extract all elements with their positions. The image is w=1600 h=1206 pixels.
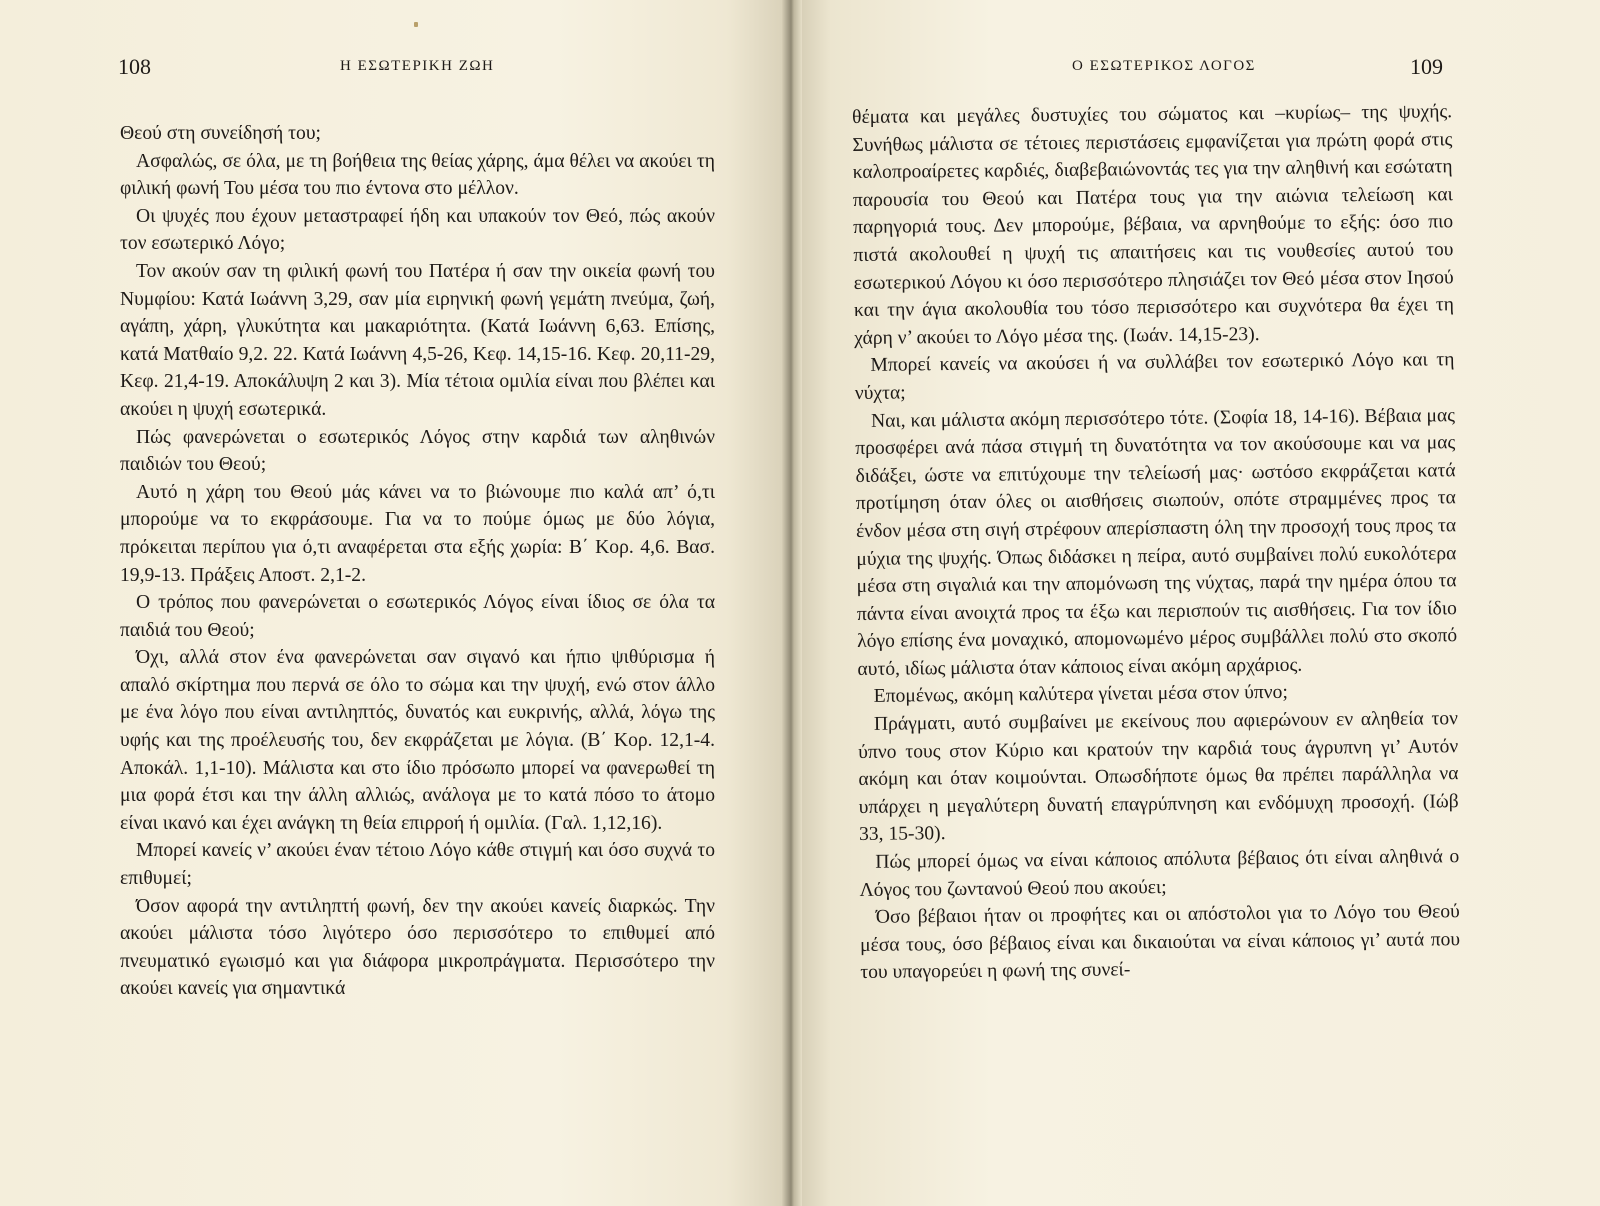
book-gutter — [782, 0, 802, 1206]
page-number-left: 108 — [118, 54, 151, 79]
question: Ο τρόπος που φανερώνεται ο εσωτερικός Λόγος είναι ίδιος σε όλα τα παιδιά του Θεού; — [120, 592, 715, 641]
running-head-right: Ο ΕΣΩΤΕΡΙΚΟΣ ΛΟΓΟΣ — [1072, 58, 1256, 74]
ink-mark — [414, 22, 418, 27]
right-page-text — [852, 98, 1460, 987]
paragraph: Όχι, αλλά στον ένα φανερώνεται σαν σιγανό και ήπιο ψιθύρισμα ή απαλό σκίρτημα που περνά σε όλο το σώμα και την ψυχή, ενώ στον άλλο με ένα λόγο που είναι αντιληπτός, δυνατός και ευκρινής, αλλά, λόγω της υφής και της προέλευσής του, δεν εκφράζεται με λόγια. (Β΄ Κορ. 12,1-4. Αποκάλ. 1,1-10). Μάλιστα και στο ίδιο πρόσωπο μπορεί να φανερωθεί τη μια φορά έτσι και την άλλη αλλιώς, ανάλογα με το κατά πόσο το άτομο είναι ικανό και έχει ανάγκη τη θεία επιρροή ή ομιλία. (Γαλ. 1,12,16). — [120, 647, 715, 834]
question: Μπορεί κανείς να ακούσει ή να συλλάβει τον εσωτερικό Λόγο και τη νύχτα; — [854, 349, 1455, 404]
question: Μπορεί κανείς ν’ ακούει έναν τέτοιο Λόγο κάθε στιγμή και όσο συχνά το επιθυμεί; — [120, 840, 715, 890]
paragraph: Πράγματι, αυτό συμβαίνει με εκείνους που αφιερώνουν εν αληθεία τον ύπνο τους στον Κύριο και κρατούν την καρδιά τους άγρυπνη γι’ Αυτόν ακόμη και όταν κοιμούνται. Οπωσδήποτε όμως θα πρέπει παράλληλα να υπάρχει η μεγαλύτερη δυνατή επαγρύπνηση και ενδόμυχη προσοχή. (Ιώβ 33, 15-30). — [858, 708, 1459, 846]
paragraph: Αυτό η χάρη του Θεού μάς κάνει να το βιώνουμε πιο καλά απ’ ό,τι μπορούμε να το εκφράσουμε. Για να το πούμε όμως με δύο λόγια, πρόκειται περίπου για ό,τι αναφέρεται στα εξής χωρία: Β΄ Κορ. 4,6. Βασ. 19,9-13. Πράξεις Αποστ. 2,1-2. — [120, 481, 715, 586]
paragraph: Όσον αφορά την αντιληπτή φωνή, δεν την ακούει κανείς διαρκώς. Την ακούει μάλιστα τόσο λιγότερο όσο περισσότερο το επιθυμεί από πνευματικό εγωισμό και για διάφορα μικροπράγματα. Περισσότερο την ακούει κανείς για σημαντικά — [120, 895, 715, 1000]
paragraph: Ναι, και μάλιστα ακόμη περισσότερο τότε. (Σοφία 18, 14-16). Βέβαια μας προσφέρει ανά πάσα στιγμή τη δυνατότητα να τον ακούσουμε και να μας διδάξει, ώστε να επιτύχουμε την τελείωσή μας· ωστόσο εκφράζεται κατά προτίμηση όταν όλες οι αισθήσεις σιωπούν, οπότε στραμμένες προς τα ένδον μέσα στη σιγή στρέφουν απερίσπαστη όλη την προσοχή τους προς τα μύχια της ψυχής. Όπως διδάσκει η πείρα, αυτό συμβαίνει πολύ ευκολότερα μέσα στη σιγαλιά και την απομόνωση της νύχτας, παρά την ημέρα όπου τα πάντα είναι ανοιχτά προς τα έξω και περισπούν τις αισθήσεις. Για τον ίδιο λόγο επίσης ένα μοναχικό, απομονωμένο μέρος συμβάλλει πολύ στο σκοπό αυτό, ιδίως μάλιστα όταν κάποιος είναι ακόμη αρχάριος. — [855, 404, 1458, 680]
question: Επομένως, ακόμη καλύτερα γίνεται μέσα στον ύπνο; — [873, 682, 1288, 708]
paragraph: Τον ακούν σαν τη φιλική φωνή του Πατέρα ή σαν την οικεία φωνή του Νυμφίου: Κατά Ιωάννη 3,29, σαν μία ειρηνική φωνή γεμάτη πνεύμα, ζωή, αγάπη, χάρη, γλυκύτητα και μακαριότητα. (Κατά Ιωάννη 6,63. Επίσης, κατά Ματθαίο 9,2. 22. Κατά Ιωάννη 4,5-26, Κεφ. 14,15-16. Κεφ. 20,11-29, Κεφ. 21,4-19. Αποκάλυψη 2 και 3). Μία τέτοια ομιλία είναι που βλέπει και ακούει η ψυχή εσωτερικά. — [120, 260, 715, 420]
left-page-text — [120, 120, 715, 1003]
running-head-left: Η ΕΣΩΤΕΡΙΚΗ ΖΩΗ — [340, 58, 495, 74]
paragraph: θέματα και μεγάλες δυστυχίες του σώματος και –κυρίως– της ψυχής. Συνήθως μάλιστα σε τέτοιες περιστάσεις εμφανίζεται για πρώτη φορά στις καλοπροαίρετες καρδιές, διαβεβαιώνοντάς τες για την αληθινή και εσώτατη παρουσία του Θεού και Πατέρα τους για την αιώνια τελείωση και παρηγοριά τους. Δεν μπορούμε, βέβαια, να αρνηθούμε το εξής: όσο πιο πιστά ακολουθεί η ψυχή τις απαιτήσεις και τις νουθεσίες αυτού του εσωτερικού Λόγου κι όσο περισσότερο πλησιάζει τον Θεό μέσα στον Ιησού και την άγια ακολουθία του τόσο περισσότερο και συχνότερα θα έχει τη χάρη ν’ ακούει το Λόγο μέσα της. (Ιωάν. 14,15-23). — [852, 101, 1455, 349]
question: Πώς μπορεί όμως να είναι κάποιος απόλυτα βέβαιος ότι είναι αληθινά ο Λόγος του ζωντανού Θεού που ακούει; — [859, 846, 1460, 901]
page-number-right: 109 — [1410, 54, 1443, 79]
right-page — [790, 0, 1600, 1206]
left-page — [0, 0, 790, 1206]
paragraph: Θεού στη συνείδησή του; — [120, 123, 321, 144]
question: Πώς φανερώνεται ο εσωτερικός Λόγος στην καρδιά των αληθινών παιδιών του Θεού; — [120, 426, 715, 476]
question: Οι ψυχές που έχουν μεταστραφεί ήδη και υπακούν τον Θεό, πώς ακούν τον εσωτερικό Λόγο; — [120, 205, 715, 255]
paragraph: Ασφαλώς, σε όλα, με τη βοήθεια της θείας χάρης, άμα θέλει να ακούει τη φιλική φωνή Του μέσα του πιο έντονα στο μέλλον. — [120, 150, 715, 200]
paragraph: Όσο βέβαιοι ήταν οι προφήτες και οι απόστολοι για το Λόγο του Θεού μέσα τους, όσο βέβαιος είναι και δικαιούται να είναι κάποιος γι’ αυτά που του υπαγορεύει η φωνή της συνεί- — [859, 901, 1461, 984]
